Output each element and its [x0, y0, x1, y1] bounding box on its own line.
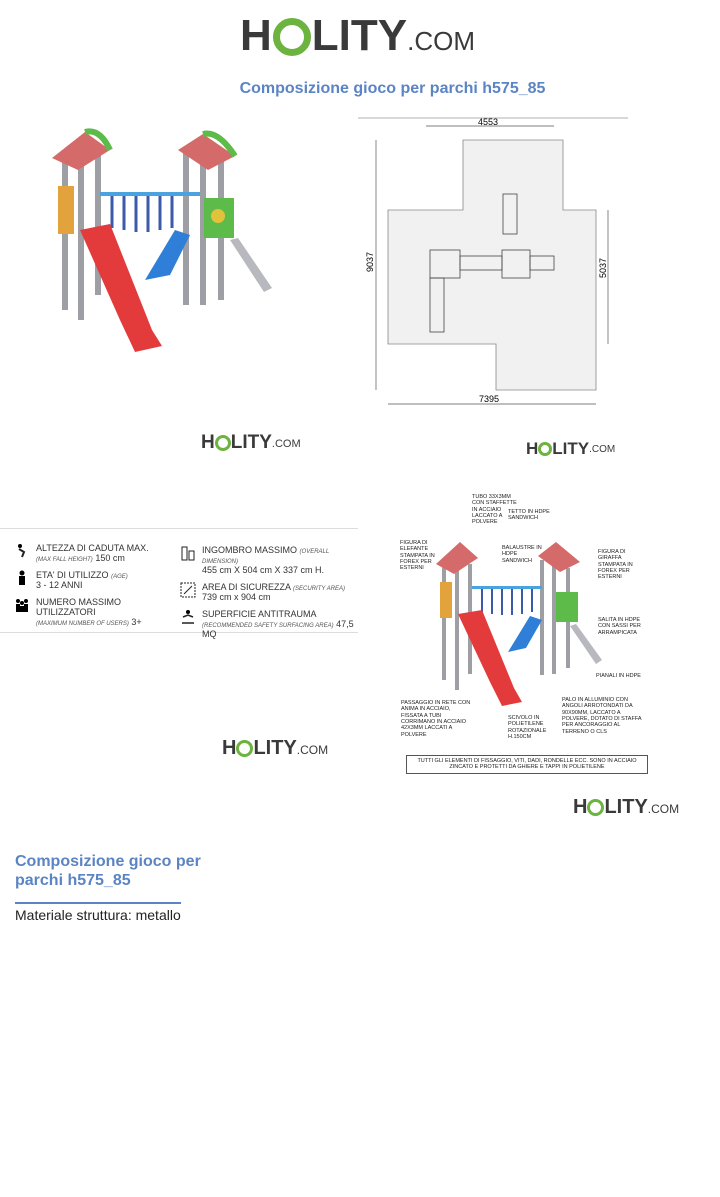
- brand-logo-small-3[interactable]: [222, 738, 328, 758]
- brand-logo-small-1[interactable]: [201, 433, 301, 452]
- logo-o-ring-icon: [215, 435, 231, 451]
- logo-letters: LITY: [552, 439, 590, 458]
- plan-dim-bottom: 7395: [479, 394, 500, 404]
- logo-domain: .COM: [271, 438, 301, 450]
- spec-security-area: AREA DI SICUREZZA (SECURITY AREA) 739 cm x 904 cm: [180, 582, 358, 602]
- plan-drawing: [358, 112, 630, 412]
- plan-dim-top: 4553: [478, 117, 499, 127]
- logo-domain: .COM: [647, 802, 680, 816]
- spec-fall-height: ALTEZZA DI CADUTA MAX. (MAX FALL HEIGHT) 150 cm: [14, 543, 179, 563]
- label-palo: PALO IN ALLUMINIO CON ANGOLI ARROTONDATI DA 90X90MM, LACCATO A POLVERE, DOTATO DI STAFFA PER ANCORAGGIO AL TERRENO O CLS: [562, 697, 642, 735]
- logo-o-ring-icon: [538, 442, 552, 456]
- brand-logo-small-4[interactable]: [573, 797, 679, 817]
- label-scivolo: SCIVOLO IN POLIETILENE ROTAZIONALE H.150CM: [508, 715, 547, 740]
- logo-letter-h: H: [573, 796, 588, 818]
- specs-panel: [0, 528, 358, 639]
- surface-icon: [180, 609, 196, 625]
- label-passaggio: PASSAGGIO IN RETE CON ANIMA IN ACCIAIO, FISSATA A TUBI CORRIMANO IN ACCIAIO 42X3MM LACCATI A POLVERE: [401, 700, 471, 738]
- label-tubo: TUBO 33X3MM CON STAFFETTE IN ACCIAIO LACCATO A POLVERE: [472, 494, 517, 526]
- logo-letters: LITY: [311, 11, 408, 60]
- fall-icon: [14, 543, 30, 559]
- logo-domain: .COM: [589, 444, 616, 455]
- spec-max-users: NUMERO MASSIMO UTILIZZATORI (MAXIMUM NUMBER OF USERS) 3+: [14, 597, 179, 627]
- label-footer-note: TUTTI GLI ELEMENTI DI FISSAGGIO, VITI, DADI, RONDELLE ECC. SONO IN ACCIAIO ZINCATO E PROTETTI DA GHIERE E TAPPI IN POLIETILENE: [406, 755, 648, 774]
- users-icon: [14, 597, 30, 613]
- logo-domain: .COM: [407, 26, 475, 56]
- brand-logo-header[interactable]: [240, 11, 475, 60]
- label-pianali: PIANALI IN HDPE: [596, 673, 641, 679]
- plan-dim-left: 9037: [365, 251, 375, 272]
- logo-letter-h: H: [222, 737, 237, 759]
- logo-domain: .COM: [296, 743, 329, 757]
- spec-dimension: INGOMBRO MASSIMO (OVERALL DIMENSION) 455 cm X 504 cm X 337 cm H.: [180, 545, 358, 575]
- spec-age: ETA' DI UTILIZZO (AGE) 3 - 12 ANNI: [14, 570, 179, 590]
- area-icon: [180, 582, 196, 598]
- brand-logo-small-2[interactable]: [526, 440, 615, 457]
- section-title-underline: [15, 902, 181, 904]
- page-title: Composizione gioco per parchi h575_85: [239, 80, 546, 97]
- logo-letters: LITY: [253, 737, 297, 759]
- label-giraffa: FIGURA DI GIRAFFA STAMPATA IN FOREX PER ESTERNI: [598, 549, 633, 581]
- material-spec: Materiale struttura: metallo: [15, 907, 181, 923]
- dimension-icon: [180, 545, 196, 561]
- plan-dim-right: 5037: [598, 257, 608, 278]
- playground-render-1: [40, 120, 300, 360]
- logo-letter-h: H: [526, 439, 539, 458]
- child-icon: [14, 570, 30, 586]
- logo-letter-h: H: [201, 432, 215, 453]
- logo-letters: LITY: [230, 432, 272, 453]
- logo-letters: LITY: [604, 796, 648, 818]
- label-balaustre: BALAUSTRE IN HDPE SANDWICH: [502, 545, 542, 564]
- label-tetto: TETTO IN HDPE SANDWICH: [508, 509, 550, 522]
- logo-o-ring-icon: [587, 799, 604, 816]
- label-elefante: FIGURA DI ELEFANTE STAMPATA IN FOREX PER ESTERNI: [400, 540, 435, 572]
- logo-o-ring-icon: [236, 740, 253, 757]
- logo-letter-h: H: [240, 11, 272, 60]
- logo-o-ring-icon: [273, 18, 311, 56]
- label-salita: SALITA IN HDPE CON SASSI PER ARRAMPICATA: [598, 617, 641, 636]
- spec-safety-surface: SUPERFICIE ANTITRAUMA (RECOMMENDED SAFETY SURFACING AREA) 47,5 MQ: [180, 609, 358, 639]
- product-section-title: Composizione gioco per parchi h575_85: [15, 853, 201, 890]
